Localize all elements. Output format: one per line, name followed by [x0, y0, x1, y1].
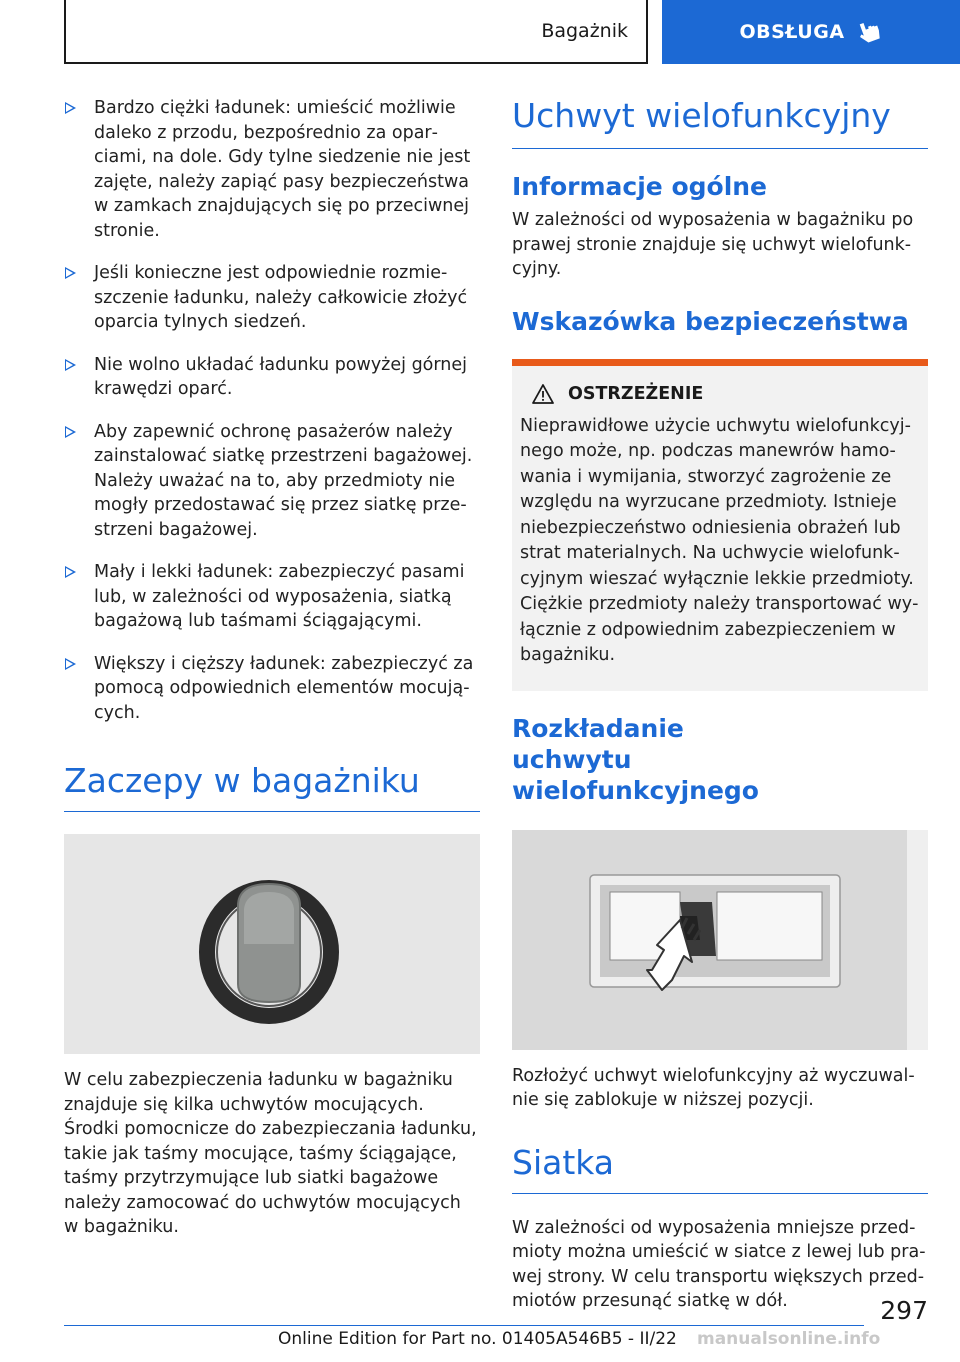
net-paragraph: W zależności od wyposażenia mniejsze przedmioty można umieścić w siatce z lewej lub prawej strony. W celu transportu większych przedmiotów przesunąć siatkę w dół.	[512, 1217, 926, 1311]
multifunction-hook-image	[512, 830, 928, 1050]
subheading-general-info: Informacje ogólne	[512, 172, 768, 201]
section-header	[64, 0, 648, 64]
warning-title: OSTRZEŻENIE	[568, 383, 704, 404]
footer-divider	[64, 1325, 864, 1326]
footer-watermark: manualsonline.info	[697, 1329, 881, 1349]
unfold-paragraph: Rozłożyć uchwyt wielofunkcyjny aż wyczuwalnie się zablokuje w niższej pozycji.	[512, 1065, 915, 1110]
triangle-bullet-icon	[65, 102, 76, 114]
list-item: Większy i cięższy ładunek: zabezpieczyć za pomocą odpowiednich elementów mocujących.	[64, 652, 480, 726]
triangle-bullet-icon	[65, 359, 76, 371]
tie-down-hook-image	[64, 834, 480, 1054]
warning-triangle-icon	[532, 384, 554, 404]
triangle-bullet-icon	[65, 566, 76, 578]
section-heading-anchors: Zaczepy w bagażniku	[64, 761, 480, 812]
list-item: Bardzo ciężki ładunek: umieścić możliwie daleko z przodu, bezpośrednio za oparciami, na dole. Gdy tylne siedzenie nie jest zajęte, należy zapiąć pasy bezpieczeństwa w zamkach znajdujących się po przeciwnej stronie.	[64, 96, 480, 243]
tie-down-ring-illustration	[64, 834, 480, 1054]
subheading-safety-note: Wskazówka bezpieczeństwa	[512, 306, 909, 336]
hook-illustration	[512, 830, 928, 1050]
triangle-bullet-icon	[65, 267, 76, 279]
list-item: Nie wolno układać ładunku powyżej górnej krawędzi oparć.	[64, 353, 480, 402]
triangle-bullet-icon	[65, 426, 76, 438]
list-item: Jeśli konieczne jest odpowiednie rozmieszczenie ładunku, należy całkowicie złożyć oparcia tylnych siedzeń.	[64, 261, 480, 335]
page-number: 297	[880, 1296, 928, 1325]
general-info-paragraph: W zależności od wyposażenia w bagażniku po prawej stronie znajduje się uchwyt wielofunkcyjny.	[512, 210, 914, 279]
section-title: Bagażnik	[541, 20, 628, 42]
right-column	[512, 96, 928, 1314]
section-heading-multifunction-hook: Uchwyt wielofunkcyjny	[512, 96, 928, 149]
subheading-unfold-hook: Rozkładanie uchwytu wielofunkcyjnego	[512, 713, 759, 805]
hand-pointer-icon	[859, 19, 883, 45]
section-heading-net: Siatka	[512, 1143, 928, 1194]
triangle-bullet-icon	[65, 658, 76, 670]
anchors-paragraph: W celu zabezpieczenia ładunku w bagażniku znajduje się kilka uchwytów mocujących. Środki pomocnicze do zabezpieczania ładunku, takie jak taśmy mocujące, taśmy ściągające, taśmy przytrzymujące lub siatki bagażowe należy zamocować do uchwytów mocujących w bagażniku.	[64, 1070, 477, 1237]
list-item: Mały i lekki ładunek: zabezpieczyć pasami lub, w zależności od wyposażenia, siatką bagażową lub taśmami ściągającymi.	[64, 560, 480, 634]
warning-text: Nieprawidłowe użycie uchwytu wielofunkcyjnego może, np. podczas manewrów hamowania i wymijania, stworzyć zagrożenie ze względu na wyrzucane przedmioty. Istnieje niebezpieczeństwo odniesienia obrażeń lub strat materialnych. Na uchwycie wielofunkcyjnym wieszać wyłącznie lekkie przedmioty. Ciężkie przedmioty należy transportować wyłącznie z odpowiednim zabezpieczeniem w bagażniku.	[520, 415, 919, 665]
left-column	[64, 96, 480, 1240]
warning-box	[512, 359, 928, 691]
list-item: Aby zapewnić ochronę pasażerów należy zainstalować siatkę przestrzeni bagażowej. Należy uważać na to, aby przedmioty nie mogły przedostawać się przez siatkę przestrzeni bagażowej.	[64, 420, 480, 543]
chapter-title: OBSŁUGA	[739, 21, 845, 43]
chapter-tab[interactable]	[662, 0, 960, 64]
footer-edition: Online Edition for Part no. 01405A546B5 - II/22	[278, 1329, 677, 1349]
warning-header	[520, 384, 920, 404]
